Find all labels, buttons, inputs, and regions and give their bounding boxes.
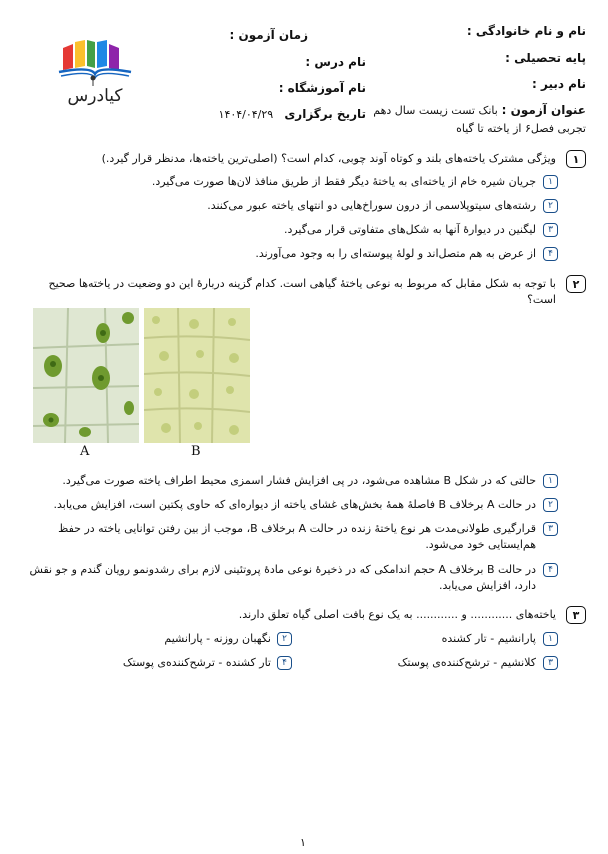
q3-option-3-text[interactable]: کلانشیم - ترشح‌کننده‌ی پوستک: [397, 656, 536, 669]
exam-title-field: [373, 103, 586, 117]
lesson-label: نام درس :: [305, 55, 366, 69]
q1-option-4-text[interactable]: از عرض به هم متصل‌اند و لولهٔ پیوسته‌ای را به وجود می‌آورند.: [255, 247, 536, 260]
q2-option-2-number[interactable]: ۲: [543, 498, 558, 512]
exam-title-value: بانک تست زیست سال دهم: [373, 104, 498, 117]
q3-option-2-number[interactable]: ۲: [277, 632, 292, 646]
q2-option-4-text-line2[interactable]: دارد، افزایش می‌یابد.: [438, 579, 536, 592]
q1-option-4-number[interactable]: ۴: [543, 247, 558, 261]
q3-option-1-text[interactable]: پارانشیم - تار کشنده: [441, 632, 536, 645]
logo: [55, 38, 135, 113]
exam-subtitle: تجربی فصل۶ از یاخته تا گیاه: [456, 122, 586, 135]
name-label: نام و نام خانوادگی :: [466, 24, 586, 38]
date-field: [219, 103, 366, 122]
question-1-number: ۱: [566, 150, 586, 168]
date-value: ۱۴۰۴/۰۴/۲۹: [218, 108, 274, 121]
q1-option-1-text[interactable]: جریان شیره خام از یاخته‌ای به یاختهٔ دیگر فقط از طریق منافذ لان‌ها صورت می‌گیرد.: [151, 175, 536, 188]
q3-option-1-number[interactable]: ۱: [543, 632, 558, 646]
q1-option-2-text[interactable]: رشته‌های سیتوپلاسمی از درون سوراخ‌هایی دو انتهای یاخته عبور می‌کنند.: [207, 199, 536, 212]
image-label-a: A: [80, 444, 90, 459]
q2-option-3-number[interactable]: ۳: [543, 522, 558, 536]
logo-text: کیادرس: [67, 86, 123, 106]
q1-option-1-number[interactable]: ۱: [543, 175, 558, 189]
q1-option-3-number[interactable]: ۳: [543, 223, 558, 237]
turgid-cells-image: [144, 308, 250, 443]
lesson-field: [305, 51, 366, 70]
teacher-label: نام دبیر :: [532, 77, 586, 91]
exam-title-label: عنوان آزمون :: [501, 103, 586, 117]
image-label-b: B: [191, 444, 201, 459]
q2-option-1-number[interactable]: ۱: [543, 474, 558, 488]
grade-field: [505, 51, 586, 65]
page-number: ۱: [300, 836, 306, 849]
q2-option-3-text-line1[interactable]: قرارگیری طولانی‌مدت هر نوع یاختهٔ زنده در حالت A برخلاف B، موجب از بین رفتن توانایی یاخته در حفظ: [58, 522, 536, 535]
q3-option-4-number[interactable]: ۴: [277, 656, 292, 670]
q2-option-4-text-line1[interactable]: در حالت B برخلاف A حجم اندامکی که در ذخیرهٔ نوعی مادهٔ پروتئینی لازم برای رشدونمو رویان گندم و جو نقش: [29, 563, 536, 576]
question-1-text: ویژگی مشترک یاخته‌های بلند و کوتاه آوند چوبی، کدام است؟ (اصلی‌ترین یاخته‌ها، مدنظر قرار گیرد.): [101, 152, 556, 165]
q2-option-4-number[interactable]: ۴: [543, 563, 558, 577]
plasmolyzed-cells-image: [33, 308, 139, 443]
q1-option-2-number[interactable]: ۲: [543, 199, 558, 213]
teacher-field: [532, 77, 586, 91]
micrograph-b: [144, 308, 250, 443]
micrograph-a: [33, 308, 139, 443]
question-2-number: ۲: [566, 275, 586, 293]
question-2-text-line2: است؟: [527, 293, 556, 306]
time-field: [230, 24, 308, 43]
q3-option-3-number[interactable]: ۳: [543, 656, 558, 670]
q1-option-3-text[interactable]: لیگنین در دیوارهٔ آنها به شکل‌های متفاوتی قرار می‌گیرد.: [283, 223, 536, 236]
q2-option-1-text[interactable]: حالتی که در شکل B مشاهده می‌شود، در پی افزایش فشار اسمزی محیط اطراف یاخته صورت می‌گیرد.: [62, 474, 536, 487]
name-field: [467, 24, 586, 38]
date-label: تاریخ برگزاری: [284, 107, 366, 121]
question-3-number: ۳: [566, 606, 586, 624]
q3-option-4-text[interactable]: تار کشنده - ترشح‌کننده‌ی پوستک: [122, 656, 271, 669]
q2-option-2-text[interactable]: در حالت A برخلاف B فاصلهٔ همهٔ بخش‌های غشای یاخته از دیواره‌ای که حاوی پکتین است، افزایش می‌یابد.: [53, 498, 536, 511]
q2-option-3-text-line2[interactable]: هم‌ایستایی خود می‌شود.: [425, 538, 536, 551]
school-label: نام آموزشگاه :: [278, 81, 366, 95]
q3-option-2-text[interactable]: نگهبان روزنه - پارانشیم: [164, 632, 271, 645]
question-2-text-line1: با توجه به شکل مقابل که مربوط به نوعی یاختهٔ گیاهی است. کدام گزینه دربارهٔ این دو وضعیت در یاخته‌ها صحیح: [48, 277, 556, 290]
time-label: زمان آزمون :: [229, 28, 308, 42]
question-3-text: یاخته‌های ............ و ............ به یک نوع بافت اصلی گیاه تعلق دارند.: [238, 608, 556, 621]
grade-label: پایه تحصیلی :: [505, 51, 586, 65]
school-field: [279, 77, 366, 96]
